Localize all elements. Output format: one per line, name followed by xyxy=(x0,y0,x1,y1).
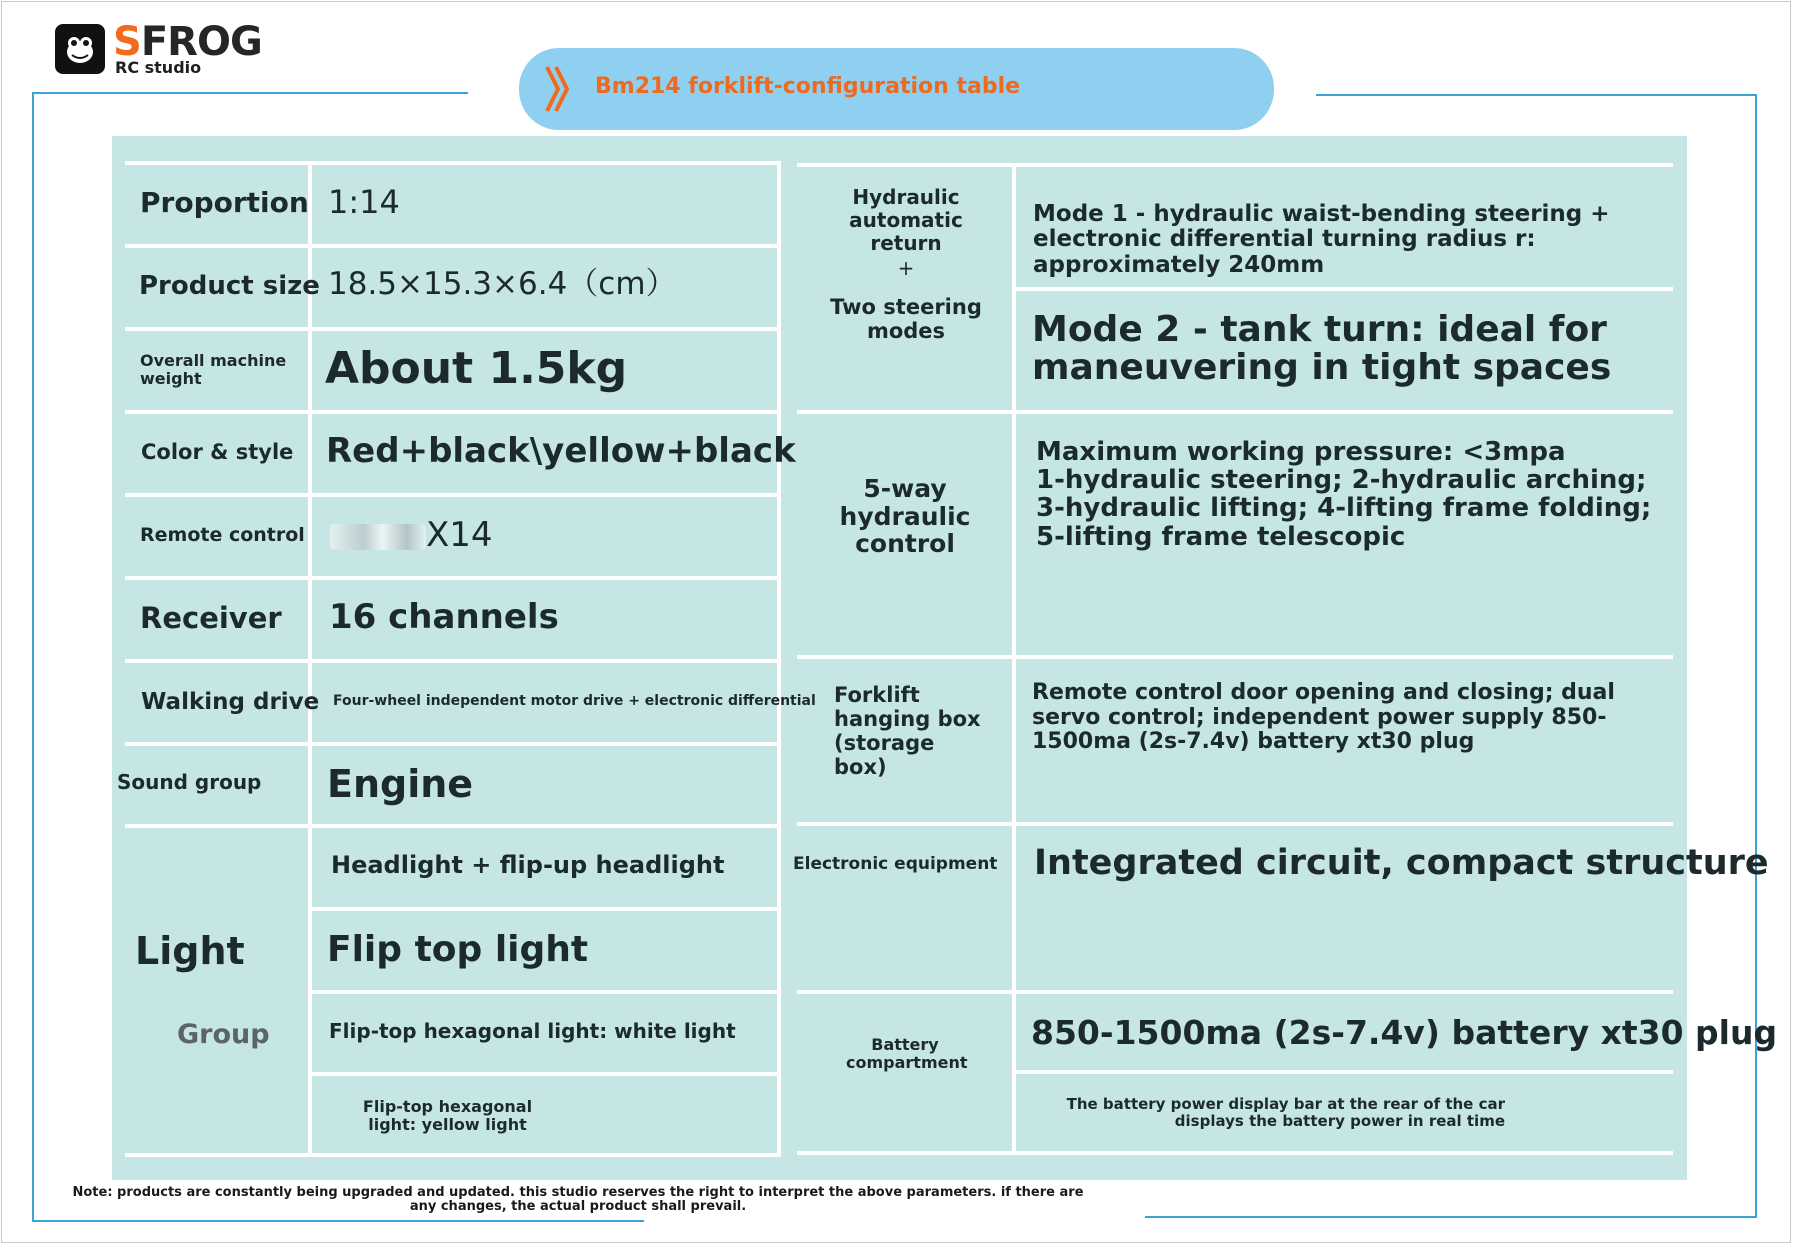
left-divider xyxy=(125,1153,778,1157)
right-divider xyxy=(797,1151,1673,1155)
weight-label: Overall machine weight xyxy=(140,351,287,389)
walking-drive-label: Walking drive xyxy=(141,689,320,715)
receiver-value: 16 channels xyxy=(329,597,559,637)
left-divider xyxy=(125,410,778,414)
sound-group-value: Engine xyxy=(327,762,474,806)
title-banner xyxy=(519,48,1274,130)
footer-note: Note: products are constantly being upgraded and updated. this studio reserves the right to interpret the above parameters. if there are any changes, the actual product shall prevail. xyxy=(72,1185,1084,1215)
product-size-label: Product size xyxy=(139,271,320,301)
light-group-label-line2: Group xyxy=(177,1019,270,1050)
steering-label-line2: Two steering modes xyxy=(830,295,982,344)
product-size-value: 18.5×15.3×6.4（cm） xyxy=(328,266,677,302)
left-divider xyxy=(125,161,778,165)
light-item: Flip-top hexagonal light: yellow light xyxy=(362,1097,533,1135)
light-item: Headlight + flip-up headlight xyxy=(331,851,725,879)
left-divider xyxy=(125,659,778,663)
remote-control-value: X14 xyxy=(330,516,493,555)
left-divider xyxy=(125,824,778,828)
left-divider xyxy=(312,990,778,994)
right-divider xyxy=(797,822,1673,826)
left-column-divider xyxy=(308,161,312,1157)
color-style-label: Color & style xyxy=(141,440,294,464)
walking-drive-value: Four-wheel independent motor drive + electronic differential xyxy=(333,693,816,709)
right-divider xyxy=(797,410,1673,414)
left-divider xyxy=(125,493,778,497)
double-chevron-icon xyxy=(544,65,574,113)
hydraulic-line: 3-hydraulic lifting; 4-lifting frame folding; xyxy=(1036,493,1652,523)
hydraulic-label: 5-way hydraulic control xyxy=(839,474,971,558)
frame-line-top-left xyxy=(32,92,468,94)
brand-logo xyxy=(55,19,295,80)
steering-label-line1: Hydraulic automatic return xyxy=(849,185,963,255)
hydraulic-line: Maximum working pressure: <3mpa xyxy=(1036,437,1566,467)
battery-value: 850-1500ma (2s-7.4v) battery xt30 plug xyxy=(1031,1013,1778,1052)
right-divider xyxy=(797,163,1673,167)
proportion-value: 1:14 xyxy=(328,183,400,221)
electronic-label: Electronic equipment xyxy=(793,854,998,874)
center-divider xyxy=(777,161,781,1157)
right-divider xyxy=(797,990,1673,994)
blurred-brand-mark xyxy=(330,524,426,550)
hanging-box-value: Remote control door opening and closing; dual servo control; independent power supply 850-1500ma (2s-7.4v) battery xt30 plug xyxy=(1032,680,1615,755)
battery-label: Battery compartment xyxy=(846,1035,968,1073)
frame-line-bottom-left xyxy=(32,1220,644,1222)
sound-group-label: Sound group xyxy=(117,770,262,794)
light-group-label-line1: Light xyxy=(135,929,245,973)
left-divider xyxy=(125,576,778,580)
steering-mode1: Mode 1 - hydraulic waist-bending steering + electronic differential turning radius r: approximately 240mm xyxy=(1033,201,1610,278)
right-column-divider xyxy=(1012,163,1016,1155)
steering-mode2: Mode 2 - tank turn: ideal for maneuvering in tight spaces xyxy=(1032,309,1612,388)
remote-control-label: Remote control xyxy=(140,524,305,546)
left-divider xyxy=(125,327,778,331)
proportion-label: Proportion xyxy=(140,186,309,219)
brand-subtitle: RC studio xyxy=(115,58,202,77)
left-divider xyxy=(312,907,778,911)
right-divider xyxy=(1016,1070,1673,1074)
color-style-value: Red+black\yellow+black xyxy=(326,431,796,471)
hydraulic-line: 5-lifting frame telescopic xyxy=(1036,522,1406,552)
steering-label-plus: + xyxy=(897,256,915,280)
weight-value: About 1.5kg xyxy=(325,343,628,394)
receiver-label: Receiver xyxy=(140,601,282,635)
hanging-box-label: Forklift hanging box (storage box) xyxy=(834,683,981,780)
brand-name: SFROG xyxy=(113,19,262,65)
right-divider xyxy=(1016,287,1673,291)
hydraulic-line: 1-hydraulic steering; 2-hydraulic arching; xyxy=(1036,465,1647,495)
left-divider xyxy=(125,244,778,248)
frog-logo-icon xyxy=(55,24,105,74)
left-divider xyxy=(312,1072,778,1076)
left-divider xyxy=(125,742,778,746)
frame-line-bottom-right xyxy=(1145,1216,1757,1218)
page-title: Bm214 forklift-configuration table xyxy=(595,74,1021,99)
frame-line-left xyxy=(32,92,34,1222)
battery-note: The battery power display bar at the rear of the car displays the battery power in real time xyxy=(1066,1095,1505,1130)
right-divider xyxy=(797,655,1673,659)
light-item: Flip-top hexagonal light: white light xyxy=(329,1019,736,1043)
light-item: Flip top light xyxy=(327,929,589,970)
frame-line-top-right xyxy=(1316,94,1756,96)
electronic-value: Integrated circuit, compact structure xyxy=(1034,843,1769,883)
